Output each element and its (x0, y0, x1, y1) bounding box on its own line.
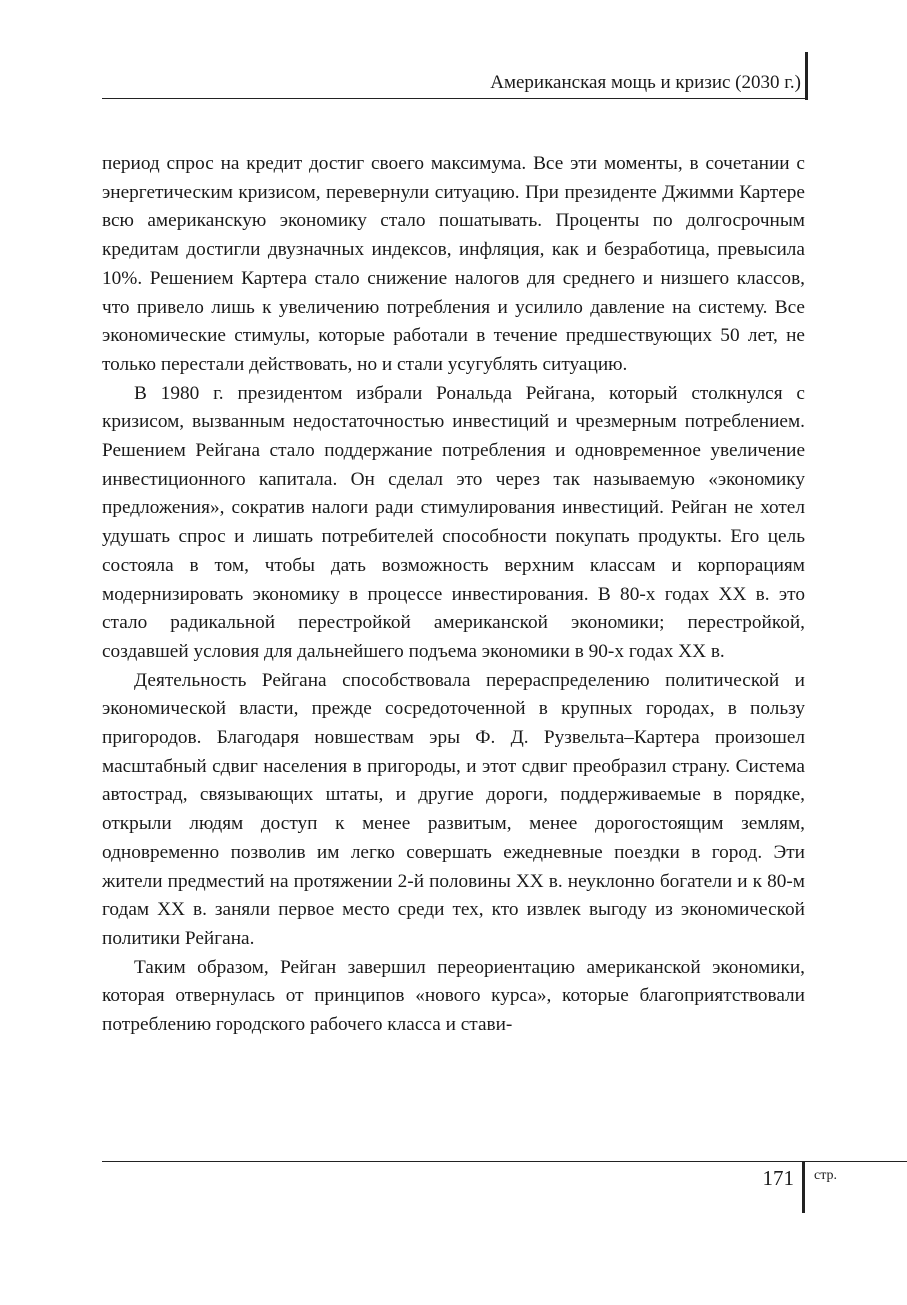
paragraph-4: Таким образом, Рейган завершил переориентацию американской экономики, которая отвернулась от принципов «нового курса», которые благоприятствовали потреблению городского рабочего класса и стави- (102, 956, 805, 1036)
paragraph-2: В 1980 г. президентом избрали Рональда Рейгана, который столкнулся с кризисом, вызванным недостаточностью инвестиций и чрезмерным потреблением. Решением Рейгана стало поддержание потребления и одновременное увеличение инвестиционного капитала. Он сделал это через так называемую «экономику предложения», сократив налоги ради стимулирования инвестиций. Рейган не хотел удушать спрос и лишать потребителей способности покупать продукты. Его цель состояла в том, чтобы дать возможность верхним классам и корпорациям модернизировать экономику в процессе инвестирования. В 80-х годах XX в. это стало радикальной перестройкой американской экономики; перестройкой, создавшей условия для дальнейшего подъема экономики в 90-х годах XX в. (102, 382, 805, 662)
page-label: стр. (814, 1168, 838, 1183)
running-header-title: Американская мощь и кризис (2030 г.) (490, 72, 801, 93)
page-number: 171 (762, 1166, 794, 1190)
paragraph-3: Деятельность Рейгана способствовала перераспределению политической и экономической власти, прежде сосредоточенной в крупных городах, в пользу пригородов. Благодаря новшествам эры Ф. Д. Рузвельта–Картера произошел масштабный сдвиг населения в пригороды, и этот сдвиг преобразил страну. Система автострад, связывающих штаты, и другие дороги, поддерживаемые в порядке, открыли людям доступ к менее развитым, менее дорогостоящим землям, одновременно позволив им легко совершать ежедневные поездки в город. Эти жители предместий на протяжении 2-й половины XX в. неуклонно богатели и к 80-м годам XX в. заняли первое место среди тех, кто извлек выгоду из экономической политики Рейгана. (102, 669, 805, 949)
header-vertical-bar (805, 52, 808, 100)
body-text (102, 150, 805, 1040)
footer-vertical-bar (802, 1161, 805, 1213)
paragraph-1: период спрос на кредит достиг своего максимума. Все эти моменты, в сочетании с энергетическим кризисом, перевернули ситуацию. При президенте Джимми Картере всю американскую экономику стало пошатывать. Проценты по долгосрочным кредитам достигли двузначных индексов, инфляция, как и безработица, превысила 10%. Решением Картера стало снижение налогов для среднего и низшего классов, что привело лишь к увеличению потребления и усилило давление на систему. Все экономические стимулы, которые работали в течение предшествующих 50 лет, не только перестали действовать, но и стали усугублять ситуацию. (102, 153, 805, 375)
footer-rule (102, 1161, 907, 1162)
header-rule (102, 98, 807, 99)
